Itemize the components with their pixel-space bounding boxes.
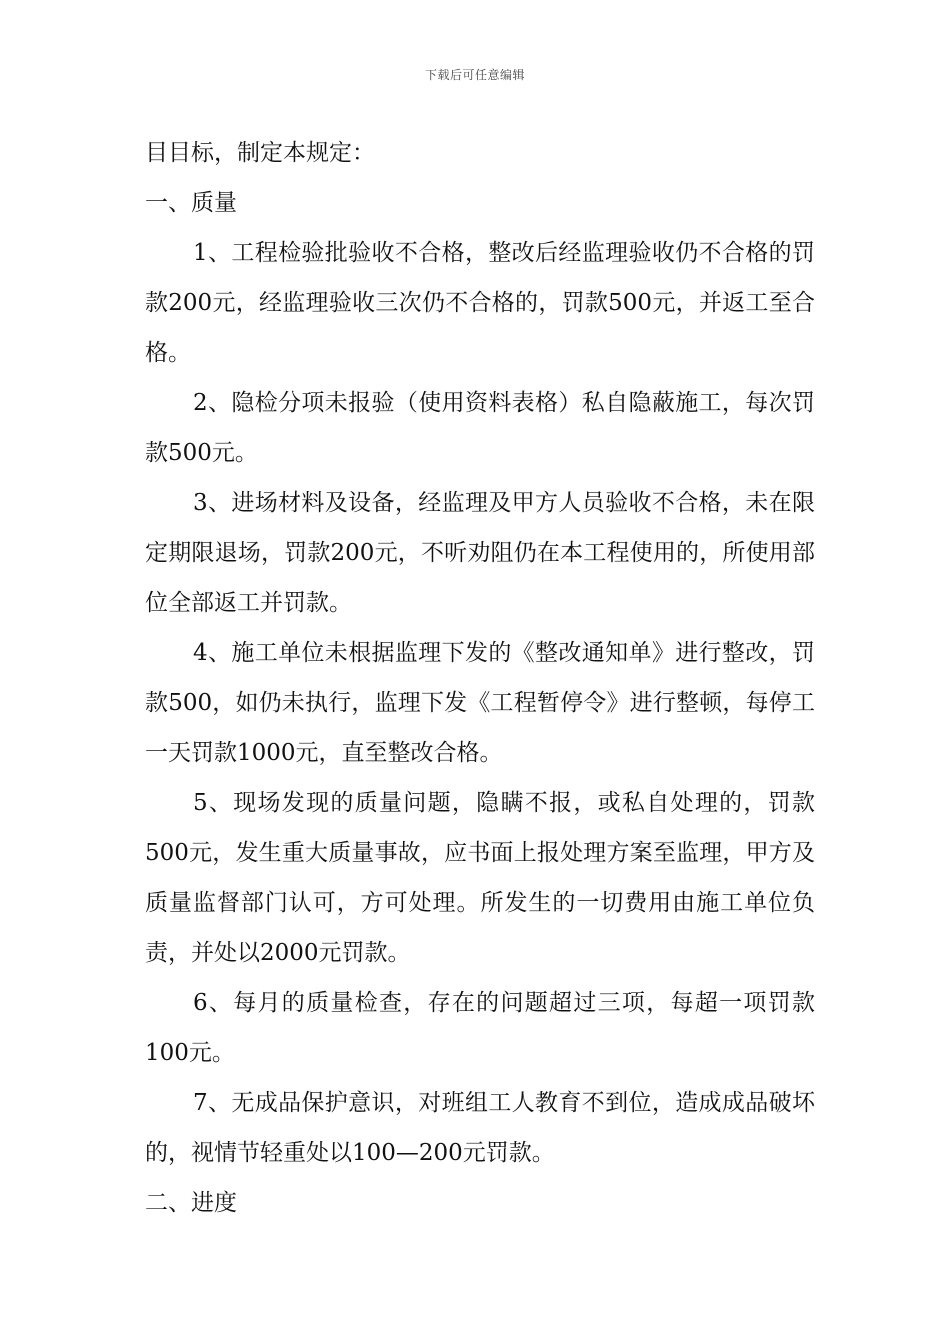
section-heading-progress: 二、进度 [145, 1190, 237, 1216]
quality-item-5: 5、现场发现的质量问题，隐瞒不报，或私自处理的，罚款500元，发生重大质量事故，应书面上报处理方案至监理，甲方及质量监督部门认可，方可处理。所发生的一切费用由施工单位负责，并处以2000元罚款。 [145, 790, 815, 966]
quality-item-4: 4、施工单位未根据监理下发的《整改通知单》进行整改，罚款500，如仍未执行，监理下发《工程暂停令》进行整顿，每停工一天罚款1000元，直至整改合格。 [145, 640, 815, 766]
section-heading-quality: 一、质量 [145, 190, 237, 216]
quality-item-3: 3、进场材料及设备，经监理及甲方人员验收不合格，未在限定期限退场，罚款200元，不听劝阻仍在本工程使用的，所使用部位全部返工并罚款。 [145, 490, 815, 616]
document-body [145, 128, 815, 1228]
quality-item-1: 1、工程检验批验收不合格，整改后经监理验收仍不合格的罚款200元，经监理验收三次仍不合格的，罚款500元，并返工至合格。 [145, 240, 815, 366]
quality-item-7: 7、无成品保护意识，对班组工人教育不到位，造成成品破坏的，视情节轻重处以100—200元罚款。 [145, 1090, 815, 1166]
page-header: 下载后可任意编辑 [424, 68, 525, 82]
quality-item-6: 6、每月的质量检查，存在的问题超过三项，每超一项罚款100元。 [145, 990, 815, 1066]
intro-line: 目目标，制定本规定： [145, 140, 375, 166]
quality-item-2: 2、隐检分项未报验（使用资料表格）私自隐蔽施工，每次罚款500元。 [145, 390, 815, 466]
